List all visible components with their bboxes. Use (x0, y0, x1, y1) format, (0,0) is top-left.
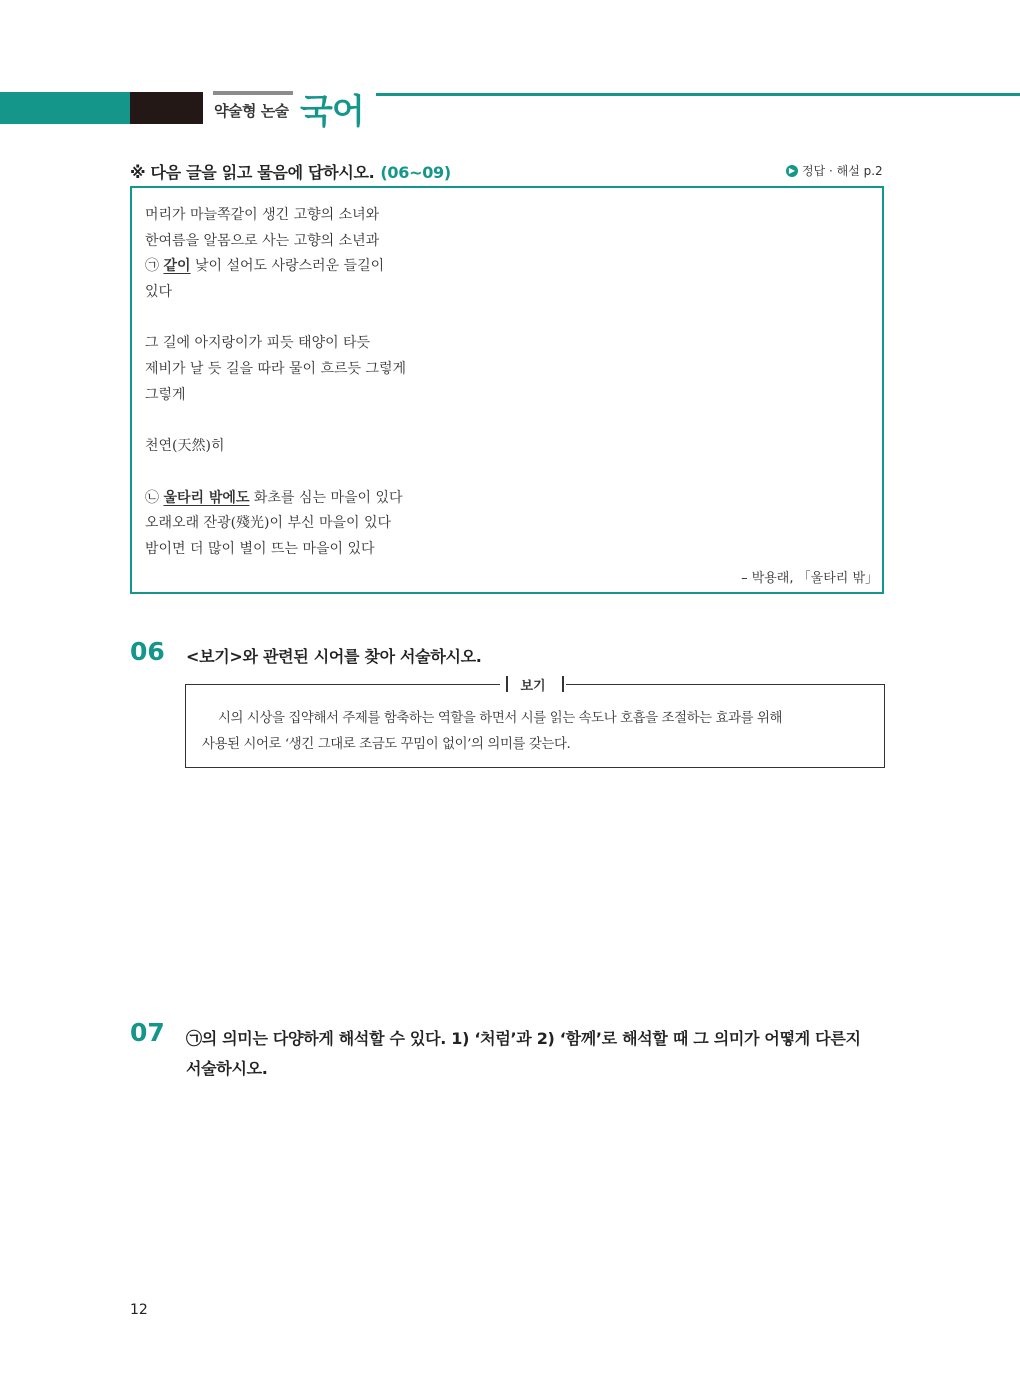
poem-source: – 박용래, 「울타리 밖」 (741, 571, 878, 586)
poem-line: 있다 (145, 284, 173, 301)
poem-line-rest: 낯이 설어도 사랑스러운 들길이 (190, 258, 385, 275)
header-subtitle: 약술형 논술 (214, 102, 289, 120)
instruction-text: ※ 다음 글을 읽고 물음에 답하시오. (130, 163, 375, 182)
answer-reference-text: 정답 · 해설 p.2 (802, 164, 883, 178)
bogi-line: 시의 시상을 집약해서 주제를 함축하는 역할을 하면서 시를 읽는 속도나 호흡을 조절하는 효과를 위해 (218, 711, 783, 726)
poem-line: 그 길에 아지랑이가 피듯 태양이 타듯 (145, 335, 371, 352)
question-number-07: 07 (130, 1018, 165, 1047)
bogi-line: 사용된 시어로 ‘생긴 그대로 조금도 꾸밈이 없이’의 의미를 갖는다. (202, 737, 571, 752)
header-subtitle-rule (213, 91, 293, 95)
marker-giyeok: ㉠ (145, 258, 159, 275)
poem-line: 밤이면 더 많이 별이 뜨는 마을이 있다 (145, 540, 375, 557)
header-dark-block (130, 92, 203, 124)
question-06-text: <보기>와 관련된 시어를 찾아 서술하시오. (186, 647, 482, 666)
question-07-text (186, 1024, 896, 1084)
bogi-label: 보기 (500, 674, 566, 694)
bogi-text (202, 706, 872, 758)
poem-line: 그렇게 (145, 386, 186, 403)
marker-nieun: ㉡ (145, 489, 159, 506)
arrow-right-icon: ▶ (786, 165, 798, 177)
poem-line: 천연(天然)히 (145, 438, 225, 455)
poem-line: 한여름을 알몸으로 사는 고향의 소년과 (145, 232, 380, 249)
instruction-range: (06~09) (380, 163, 451, 182)
poem-line: 제비가 날 듯 길을 따라 물이 흐르듯 그렇게 (145, 361, 407, 378)
answer-reference (786, 162, 883, 179)
emphasis-ultari: 울타리 밖에도 (163, 489, 250, 506)
poem-line: 오래오래 잔광(殘光)이 부신 마을이 있다 (145, 515, 392, 532)
poem-line (145, 254, 406, 280)
page-number: 12 (130, 1302, 148, 1318)
question-07-line: 서술하시오. (186, 1059, 268, 1078)
question-07-line: ㉠의 의미는 다양하게 해석할 수 있다. 1) ‘처럼’과 2) ‘함께’로 해석할 때 그 의미가 어떻게 다른지 (186, 1029, 861, 1048)
poem-line: 머리가 마늘쪽같이 생긴 고향의 소녀와 (145, 207, 380, 223)
poem-line (145, 486, 406, 512)
emphasis-gati: 같이 (163, 258, 191, 275)
question-number-06: 06 (130, 637, 165, 666)
header-title: 국어 (300, 92, 364, 132)
poem-line-rest: 화초를 심는 마을이 있다 (249, 489, 403, 506)
instruction (130, 160, 451, 183)
poem-text (145, 203, 406, 563)
header-accent-bar (0, 92, 130, 124)
header-rule (376, 93, 1020, 96)
